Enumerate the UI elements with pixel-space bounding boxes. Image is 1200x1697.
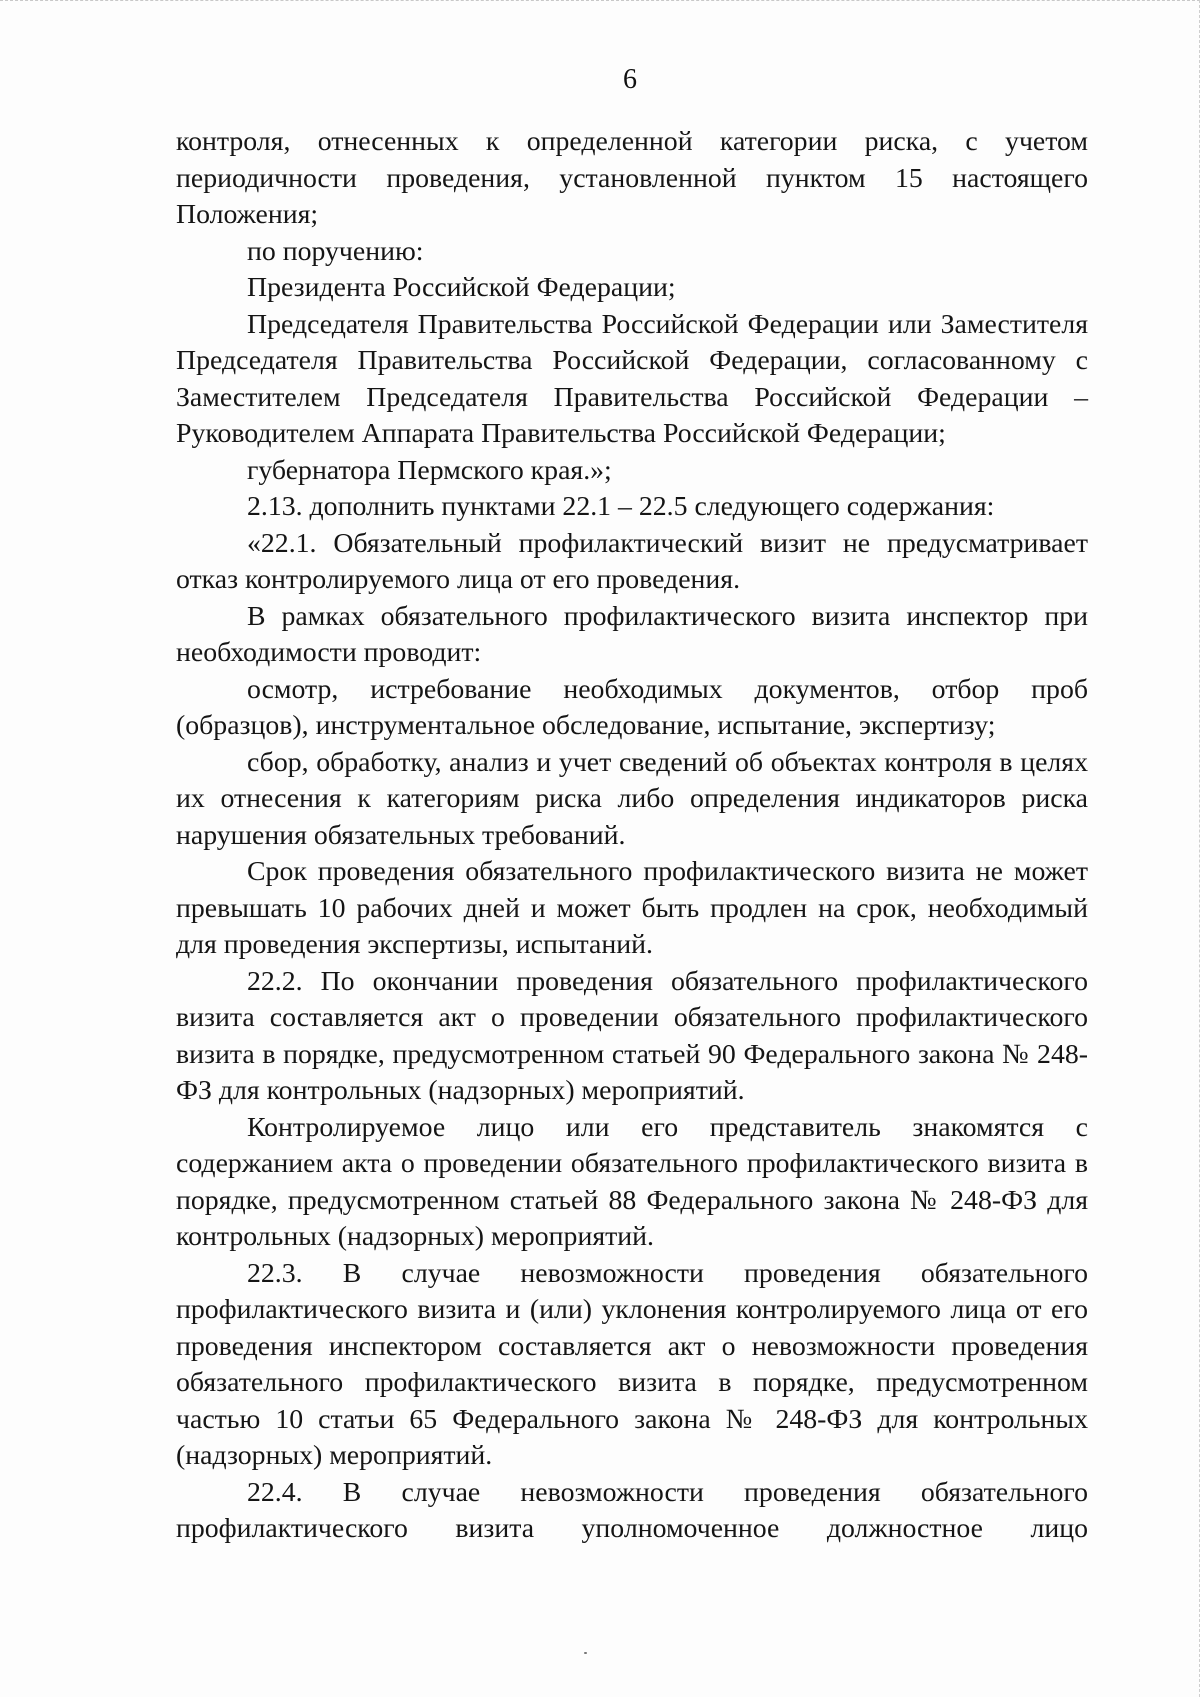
paragraph-controlled-person: Контролируемое лицо или его представитель знакомятся с содержанием акта о проведении обязательного профилактического визита в порядке, предусмотренном статьей 88 Федерального закона № 248-ФЗ для контрольных (надзорных) мероприятий. xyxy=(176,1111,1088,1252)
paragraph-data-collection: сбор, обработку, анализ и учет сведений об объектах контроля в целях их отнесения к категориям риска либо определения индикаторов риска нарушения обязательных требований. xyxy=(176,746,1088,851)
paragraph-22-2: 22.2. По окончании проведения обязательного профилактического визита составляется акт о проведении обязательного профилактического визита в порядке, предусмотренном статьей 90 Федерального закона № 248-ФЗ для контрольных (надзорных) мероприятий. xyxy=(176,965,1088,1106)
paragraph-president: Президента Российской Федерации; xyxy=(247,272,676,303)
paragraph-by-instruction: по поручению: xyxy=(247,235,424,267)
scan-edge-top xyxy=(0,0,1200,3)
paragraph-2-13: 2.13. дополнить пунктами 22.1 – 22.5 следующего содержания: xyxy=(247,491,995,522)
paragraph-22-4: 22.4. В случае невозможности проведения обязательного профилактического визита уполномоченное должностное лицо xyxy=(176,1476,1088,1544)
paragraph-22-3: 22.3. В случае невозможности проведения обязательного профилактического визита и (или) уклонения контролируемого лица от его проведения инспектором составляется акт о невозможности проведения обязательного профилактического визита в порядке, предусмотренном частью 10 статьи 65 Федерального закона № 248-ФЗ для контрольных (надзорных) мероприятий. xyxy=(176,1257,1088,1471)
document-body xyxy=(176,124,1088,1548)
paragraph-term: Срок проведения обязательного профилактического визита не может превышать 10 рабочих дней и может быть продлен на срок, необходимый для проведения экспертизы, испытаний. xyxy=(176,856,1088,960)
scan-speck xyxy=(584,1652,587,1654)
paragraph-inspection-items: осмотр, истребование необходимых документов, отбор проб (образцов), инструментальное обследование, испытание, экспертизу; xyxy=(176,673,1088,741)
paragraph-22-1: «22.1. Обязательный профилактический визит не предусматривает отказ контролируемого лица от его проведения. xyxy=(176,527,1088,595)
paragraph-inspector-conducts: В рамках обязательного профилактического визита инспектор при необходимости проводит: xyxy=(176,600,1088,668)
page-number: 6 xyxy=(623,64,637,95)
paragraph-chairman: Председателя Правительства Российской Федерации или Заместителя Председателя Правительства Российской Федерации, согласованному с Заместителем Председателя Правительства Российской Федерации – Руководителем Аппарата Правительства Российской Федерации; xyxy=(176,308,1088,449)
paragraph-governor: губернатора Пермского края.»; xyxy=(247,454,612,486)
paragraph-continuation: контроля, отнесенных к определенной категории риска, с учетом периодичности проведения, установленной пунктом 15 настоящего Положения; xyxy=(176,126,1088,230)
